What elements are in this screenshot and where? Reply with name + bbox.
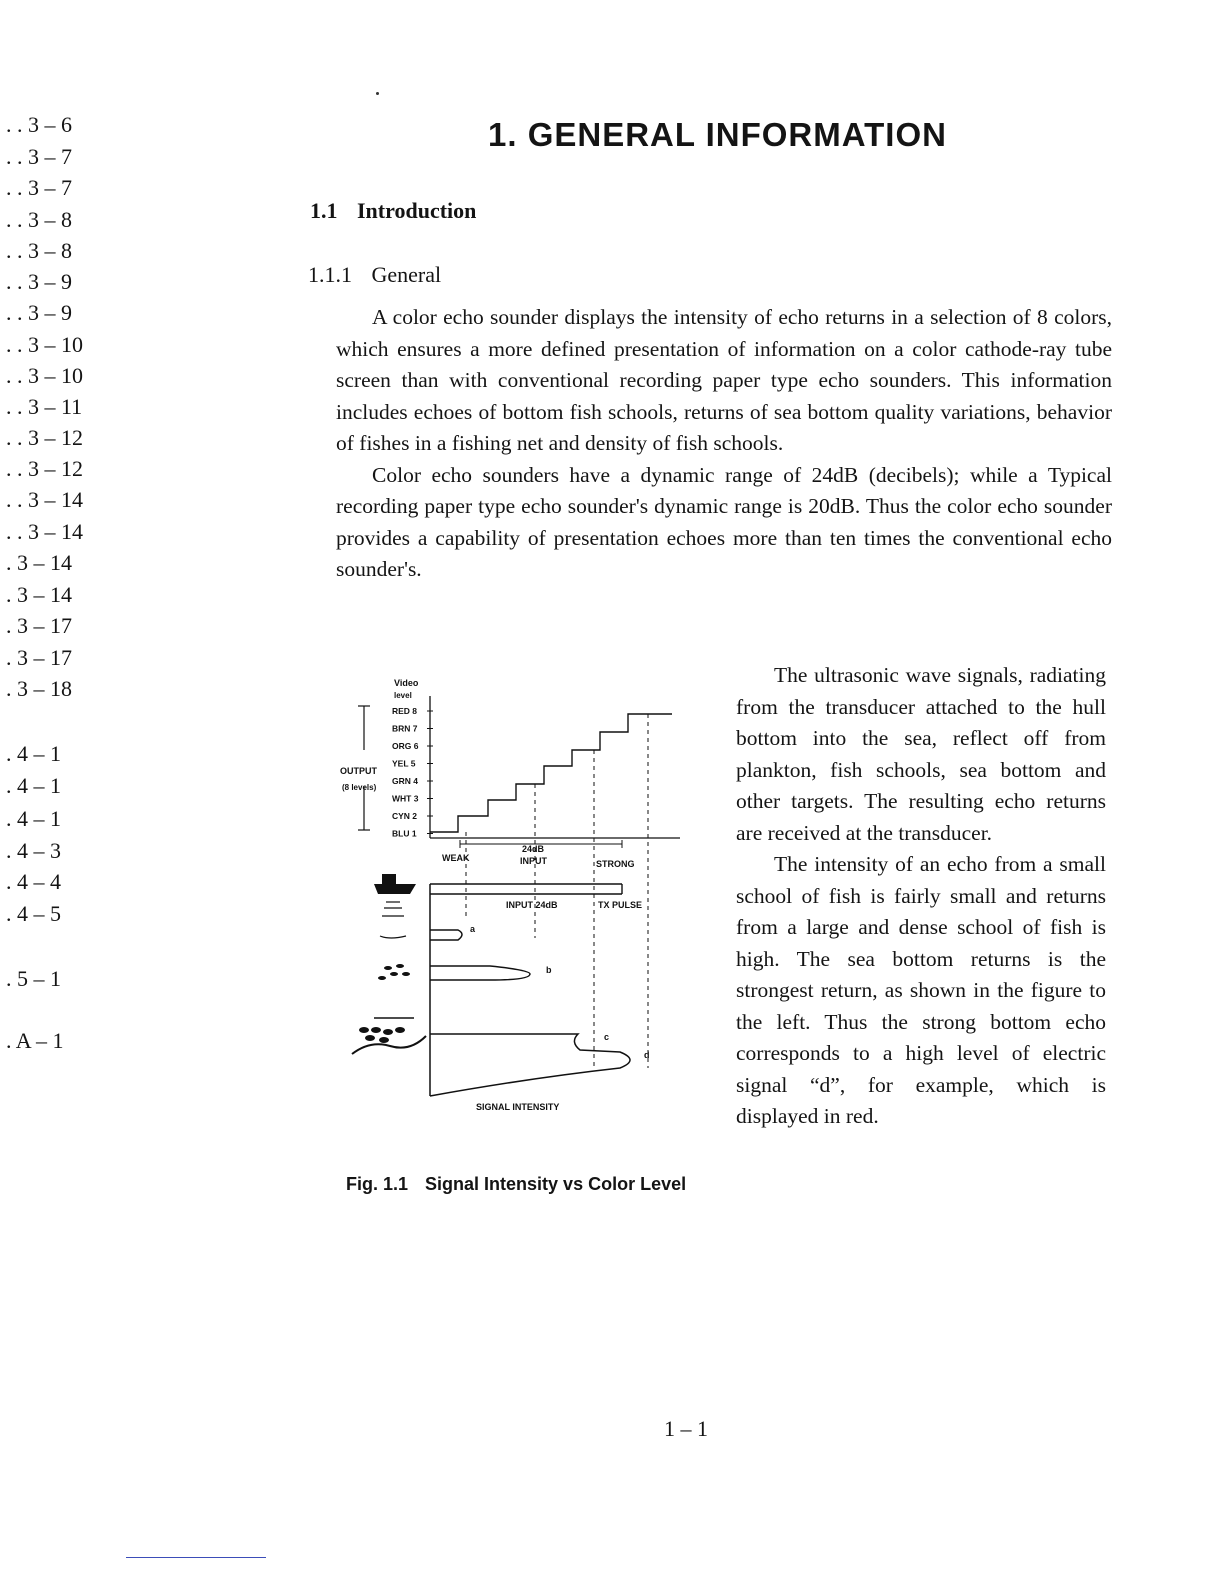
toc-fragment-column: [0, 0, 130, 1100]
body-paragraph: A color echo sounder displays the intensity of echo returns in a selection of 8 colors, which ensures a more defined presentation of information on a color cathode-ray tube screen than with conventional recording paper type echo sounders. This information includes echoes of bottom fish schools, returns of sea bottom quality variations, behavior of fishes in a fishing net and density of fish schools.: [336, 305, 1112, 455]
subsection-heading: [308, 262, 441, 288]
toc-fragment: . 4 – 1: [6, 806, 61, 831]
body-paragraph: Color echo sounders have a dynamic range of 24dB (decibels); while a Typical recording paper type echo sounder's dynamic range is 20dB. Thus the color echo sounder provides a capability of presentation echoes more than ten times the conventional echo sounder's.: [336, 462, 1112, 581]
beam-icon: [380, 902, 406, 938]
signal-axis-label: SIGNAL INTENSITY: [476, 1102, 560, 1112]
toc-fragment: . . 3 – 8: [6, 238, 72, 263]
subsection-number: 1.1.1: [308, 262, 352, 287]
intro-body: [336, 302, 1112, 586]
fish-school-icon: [378, 964, 410, 980]
signal-envelope: [430, 884, 630, 1096]
figure-axis-title: level: [394, 691, 412, 700]
output-label: OUTPUT: [340, 766, 377, 776]
input-range-label: INPUT 24dB: [506, 900, 558, 910]
tx-pulse-band: [430, 884, 622, 894]
section-heading: [310, 198, 476, 224]
toc-fragment: . . 3 – 7: [6, 175, 72, 200]
toc-fragment: . . 3 – 11: [6, 394, 83, 419]
color-level-label: GRN 4: [392, 776, 418, 786]
staircase-curve: [430, 714, 672, 832]
echo-marker-b: b: [546, 965, 552, 975]
staircase-axes: [430, 696, 680, 838]
toc-fragment: . 3 – 17: [6, 613, 72, 638]
output-sublabel: (8 levels): [342, 783, 377, 792]
toc-fragment: . 4 – 1: [6, 773, 61, 798]
input-label: INPUT: [520, 856, 547, 866]
toc-fragment: . . 3 – 14: [6, 519, 83, 544]
toc-fragment: . 3 – 17: [6, 645, 72, 670]
section-number: 1.1: [310, 198, 338, 223]
color-level-label: RED 8: [392, 706, 418, 716]
input-strong-label: STRONG: [596, 859, 635, 869]
page-number: 1 – 1: [664, 1416, 708, 1441]
color-level-label: CYN 2: [392, 811, 418, 821]
toc-fragment: . 4 – 5: [6, 901, 61, 926]
body-paragraph: The intensity of an echo from a small school of fish is fairly small and returns from a large and dense school of fish is high. The sea bottom returns is the strongest return, as shown in the figure to the left. Thus the strong bottom echo corresponds to a high level of electric signal “d”, for example, which is displayed in red.: [736, 852, 1106, 1128]
color-level-label: ORG 6: [392, 741, 419, 751]
color-level-label: YEL 5: [392, 758, 416, 769]
range-label: 24dB: [522, 844, 545, 854]
toc-fragment: . 4 – 3: [6, 838, 61, 863]
toc-fragment: . . 3 – 9: [6, 269, 72, 294]
scan-speck: [376, 92, 379, 95]
toc-fragment: . 3 – 14: [6, 550, 72, 575]
subsection-title: General: [371, 262, 442, 287]
figure-diagram: [330, 668, 720, 1118]
input-weak-label: WEAK: [442, 853, 470, 863]
figure-signal-intensity: [330, 668, 720, 1118]
figure-label: Fig. 1.1: [346, 1174, 409, 1194]
toc-fragment: . 4 – 4: [6, 869, 61, 894]
toc-fragment: . . 3 – 8: [6, 207, 72, 232]
toc-fragment: . 3 – 14: [6, 582, 72, 607]
toc-fragment: . . 3 – 12: [6, 425, 83, 450]
color-level-label: BLU 1: [392, 828, 417, 839]
toc-fragment: . 4 – 1: [6, 741, 61, 766]
body-paragraph: The ultrasonic wave signals, radiating from the transducer attached to the hull bottom into the sea, reflect off from plankton, fish schools, sea bottom and other targets. The resulting echo returns are received at the transducer.: [736, 663, 1106, 845]
toc-fragment: . A – 1: [6, 1028, 64, 1053]
toc-fragment: . 5 – 1: [6, 966, 61, 991]
figure-caption-text: Signal Intensity vs Color Level: [425, 1174, 687, 1194]
toc-fragment: . . 3 – 6: [6, 112, 72, 137]
section-title: Introduction: [357, 198, 477, 223]
color-level-label: BRN 7: [392, 723, 418, 734]
side-body: [736, 660, 1106, 1133]
toc-fragment: . . 3 – 14: [6, 487, 83, 512]
toc-fragment: . . 3 – 9: [6, 300, 72, 325]
toc-fragment: . 3 – 18: [6, 676, 72, 701]
toc-fragment: . . 3 – 7: [6, 144, 72, 169]
echo-marker-a: a: [470, 924, 476, 934]
staircase-dropline: [466, 714, 648, 1068]
echo-marker-c: c: [604, 1032, 610, 1042]
figure-axis-title: Video: [394, 678, 419, 688]
toc-fragment: . . 3 – 12: [6, 456, 83, 481]
footer-rule: [126, 1557, 266, 1558]
echo-marker-d: d: [644, 1050, 650, 1060]
color-level-label: WHT 3: [392, 793, 419, 804]
color-level-labels: [392, 706, 433, 839]
chapter-title: 1. GENERAL INFORMATION: [488, 116, 947, 153]
toc-fragment: . . 3 – 10: [6, 363, 83, 388]
tx-pulse-label: TX PULSE: [598, 900, 643, 910]
ship-icon: [374, 874, 416, 894]
toc-fragment: . . 3 – 10: [6, 332, 83, 357]
figure-caption: [346, 1174, 686, 1195]
seabed-icon: [352, 1018, 426, 1054]
